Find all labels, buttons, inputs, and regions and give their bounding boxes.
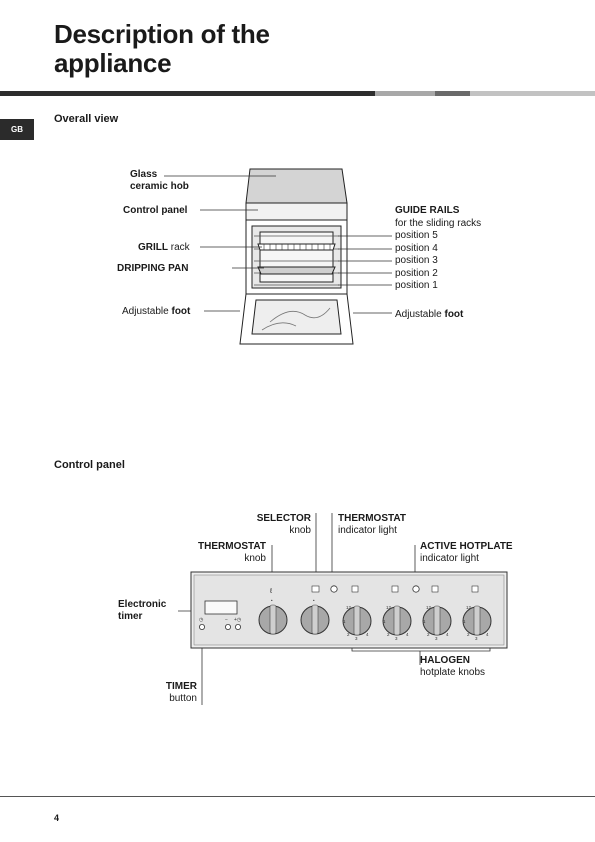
selector-knob-label: SELECTOR knob [256,513,311,536]
svg-text:3: 3 [475,636,478,641]
svg-text:2: 2 [467,632,470,637]
header-rule-dark [0,91,375,96]
page-title [54,20,270,78]
guide-rails-label: GUIDE RAILS [395,205,460,216]
glass-ceramic-hob-shape [246,169,347,203]
title-line-2: appliance [54,48,172,78]
thermostat-indicator-light [331,586,337,592]
overall-view-heading: Overall view [54,113,119,125]
svg-text:2: 2 [347,632,350,637]
control-panel-heading: Control panel [54,459,125,471]
position-1: position 1 [395,280,438,292]
grill-rack-label: GRILL rack [138,242,190,253]
control-panel-label: Control panel [123,205,188,216]
position-2: position 2 [395,267,438,279]
svg-text:12: 12 [466,605,472,610]
svg-text:4: 4 [446,632,449,637]
svg-text:12: 12 [426,605,432,610]
svg-text:4: 4 [406,632,409,637]
svg-text:2: 2 [427,632,430,637]
svg-text:+◷: +◷ [234,617,242,623]
guide-rails-sub: for the sliding racks [395,218,482,229]
position-4: position 4 [395,242,438,254]
svg-text:1: 1 [343,619,346,624]
svg-text:12: 12 [346,605,352,610]
svg-text:2: 2 [387,632,390,637]
electronic-timer-label: Electronic timer [118,599,167,622]
svg-text:1: 1 [463,619,466,624]
dripping-pan-label: DRIPPING PAN [117,263,189,274]
svg-text:12: 12 [386,605,392,610]
svg-text:−: − [225,617,228,623]
svg-text:1: 1 [383,619,386,624]
language-tab: GB [0,119,34,140]
active-hotplate-label: ACTIVE HOTPLATE indicator light [420,541,513,564]
halogen-knobs-label: HALOGEN hotplate knobs [420,655,486,678]
timer-button [199,624,204,629]
adjustable-foot-left-label: Adjustable foot [122,306,191,317]
svg-text:3: 3 [435,636,438,641]
grill-rack-shape [258,244,335,250]
positions-list [395,230,438,293]
header-rule-pale [470,91,595,96]
svg-text:•: • [313,598,315,603]
position-3: position 3 [395,255,438,267]
footer-rule [0,796,595,797]
active-hotplate-indicator-light [413,586,419,592]
oven-illustration [0,150,595,350]
control-panel-illustration [0,505,595,720]
header-rule-mid [435,91,470,96]
svg-text:3: 3 [355,636,358,641]
svg-text:ℓ: ℓ [270,588,273,595]
dripping-pan-shape [258,267,335,274]
header-rule-light [375,91,435,96]
timer-button-label: TIMER button [165,681,197,704]
glass-ceramic-hob-label: Glass ceramic hob [130,169,189,192]
svg-text:4: 4 [366,632,369,637]
page-number: 4 [54,813,60,823]
adjustable-foot-right-label: Adjustable foot [395,309,464,320]
svg-text:3: 3 [395,636,398,641]
title-line-1: Description of the [54,19,270,49]
control-panel-strip [246,203,347,220]
thermostat-knob-label: THERMOSTAT knob [198,541,266,564]
svg-text:1: 1 [423,619,426,624]
timer-display [205,601,237,614]
svg-text:•: • [271,598,273,603]
thermostat-light-label: THERMOSTAT indicator light [338,513,406,536]
svg-text:4: 4 [486,632,489,637]
svg-text:◷: ◷ [199,617,204,623]
position-5: position 5 [395,230,438,241]
